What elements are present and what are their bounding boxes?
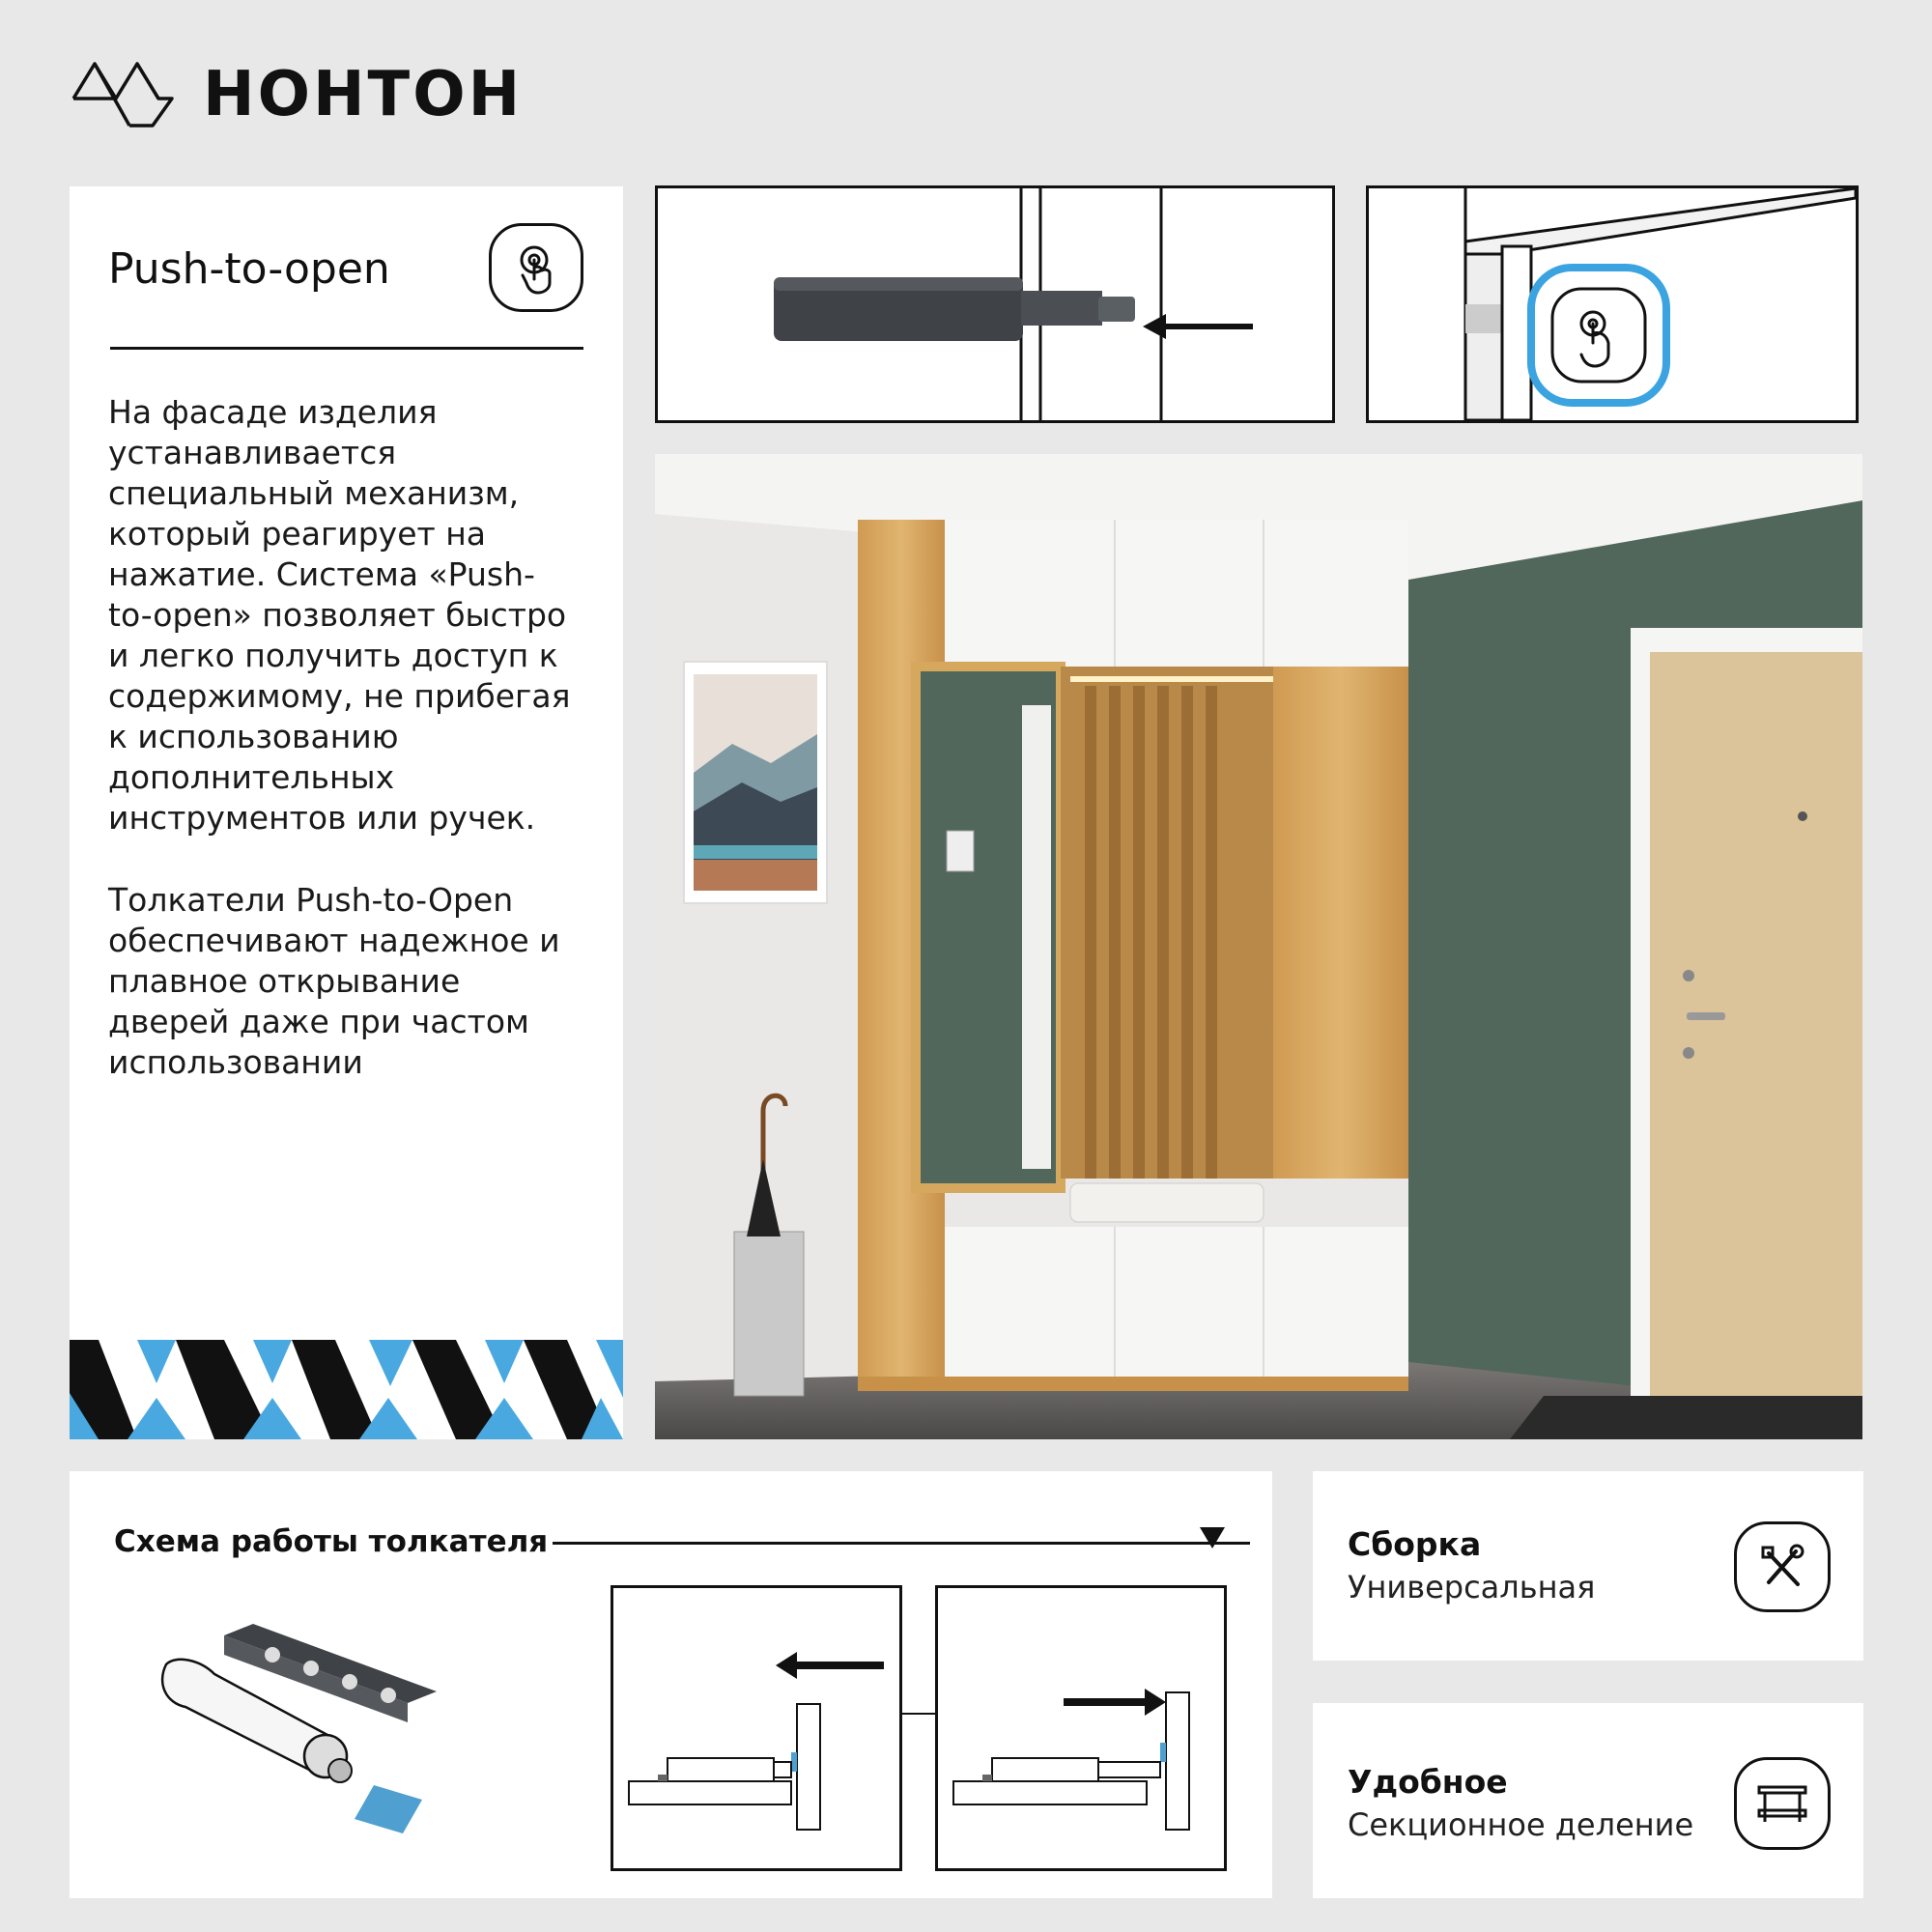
triangle-down-icon xyxy=(1200,1527,1225,1548)
scheme-connector xyxy=(902,1713,937,1715)
info-paragraph-1: На фасаде изделия устанавливается специальный механизм, который реагирует на нажатие. Система «Push-to-open» позволяет быстро и легко получить доступ к содержимому, не прибегая к использованию дополнительных инструментов или ручек. xyxy=(108,393,571,837)
feature-sections xyxy=(1313,1703,1863,1898)
feature-assembly-subtitle: Универсальная xyxy=(1348,1569,1596,1605)
feature-assembly-title: Сборка xyxy=(1348,1525,1482,1563)
tools-icon xyxy=(1734,1521,1831,1612)
pusher-diagram-door xyxy=(1366,185,1859,423)
hallway-photo xyxy=(655,454,1862,1439)
info-divider xyxy=(110,347,583,350)
touch-finger-icon xyxy=(489,223,583,312)
pusher-diagram-closed xyxy=(655,185,1335,423)
scheme-step-1 xyxy=(611,1585,902,1871)
info-paragraph-2: Толкатели Push-to-Open обеспечивают надежное и плавное открывание дверей даже при частом использовании xyxy=(108,881,560,1081)
scheme-divider xyxy=(553,1542,1250,1545)
feature-sections-subtitle: Секционное деление xyxy=(1348,1806,1694,1843)
scheme-step-2 xyxy=(935,1585,1227,1871)
info-title: Push-to-open xyxy=(108,244,390,294)
info-panel xyxy=(70,186,623,1439)
shelf-icon xyxy=(1734,1757,1831,1850)
brand-name: НОНТОН xyxy=(203,59,524,130)
feature-sections-title: Удобное xyxy=(1348,1763,1508,1801)
hontoh-logo-icon xyxy=(70,56,176,133)
scheme-title: Схема работы толкателя xyxy=(114,1524,549,1559)
scheme-panel xyxy=(70,1471,1272,1898)
feature-assembly xyxy=(1313,1471,1863,1661)
brand xyxy=(70,56,523,133)
pusher-3d-icon xyxy=(156,1606,485,1867)
triangle-pattern xyxy=(70,1340,623,1439)
